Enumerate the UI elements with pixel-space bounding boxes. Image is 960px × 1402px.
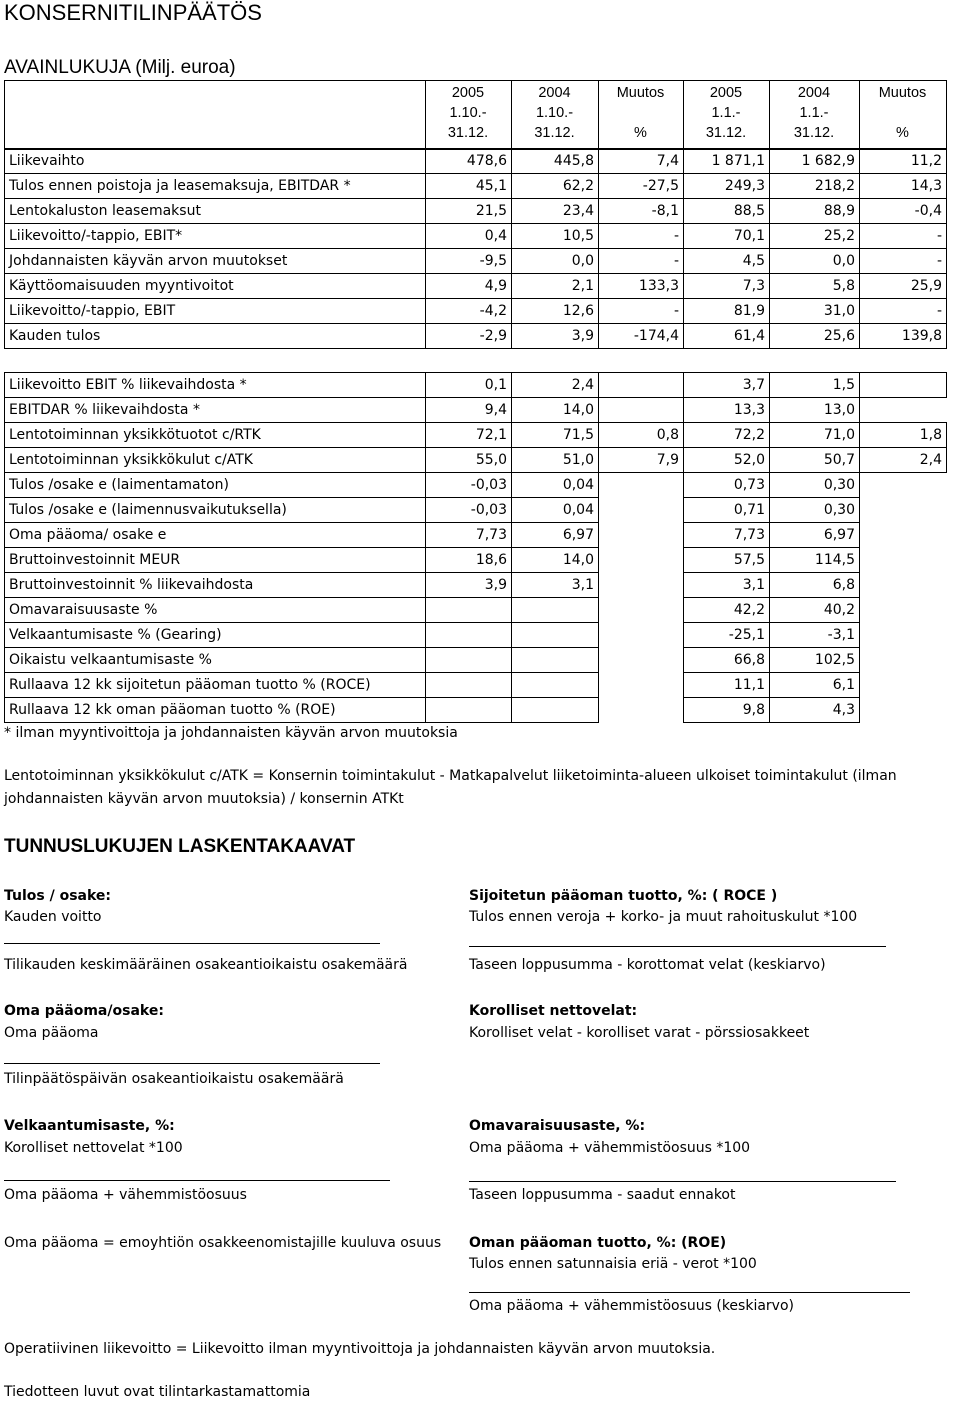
roce-title: Sijoitetun pääoman tuotto, %: ( ROCE ) <box>469 888 778 904</box>
ratios-table <box>4 372 947 723</box>
table-row <box>5 523 947 548</box>
table-cell: 51,0 <box>512 448 599 473</box>
header-col-3: Muutos % <box>616 85 665 141</box>
unaudited-note: Tiedotteen luvut ovat tilintarkastamattomia <box>4 1384 311 1400</box>
roce-numerator: Tulos ennen veroja + korko- ja muut rahoituskulut *100 <box>469 909 858 925</box>
row-label: Liikevoitto/-tappio, EBIT* <box>5 224 426 249</box>
table-cell: 62,2 <box>512 174 599 199</box>
table-cell <box>860 573 947 598</box>
table-cell <box>599 623 684 648</box>
row-label: Käyttöomaisuuden myyntivoitot <box>5 274 426 299</box>
eps-title: Tulos / osake: <box>4 888 112 904</box>
table-cell: 7,73 <box>426 523 512 548</box>
table-cell: 14,3 <box>860 174 947 199</box>
table-cell: 11,2 <box>860 149 947 174</box>
table-cell: - <box>599 299 684 324</box>
table-cell: -4,2 <box>426 299 512 324</box>
table-cell: 0,73 <box>684 473 770 498</box>
table-cell: 4,3 <box>770 698 860 723</box>
table-cell: -0,4 <box>860 199 947 224</box>
header-col-1: 2005 1.10.- 31.12. <box>447 85 489 141</box>
table-cell <box>599 473 684 498</box>
row-label: Liikevaihto <box>5 149 426 174</box>
table-row <box>5 423 947 448</box>
table-row <box>5 324 947 349</box>
table-cell: 25,9 <box>860 274 947 299</box>
roe-title: Oman pääoman tuotto, %: (ROE) <box>469 1235 727 1251</box>
table-row <box>5 598 947 623</box>
table-cell <box>860 548 947 573</box>
row-label: EBITDAR % liikevaihdosta * <box>5 398 426 423</box>
key-figures-table <box>4 148 947 349</box>
table-cell: 478,6 <box>426 149 512 174</box>
table-cell: 13,3 <box>684 398 770 423</box>
table-cell <box>426 623 512 648</box>
table-cell: 1,8 <box>860 423 947 448</box>
header-col-2: 2004 1.10.- 31.12. <box>534 85 575 141</box>
table-cell: 45,1 <box>426 174 512 199</box>
table-cell <box>860 473 947 498</box>
equity-per-share-numerator: Oma pääoma <box>4 1025 99 1041</box>
table-cell: -174,4 <box>599 324 684 349</box>
row-label: Johdannaisten käyvän arvon muutokset <box>5 249 426 274</box>
table-cell: 3,9 <box>426 573 512 598</box>
roe-numerator: Tulos ennen satunnaisia eriä - verot *100 <box>469 1256 757 1272</box>
table-cell: 1 682,9 <box>770 149 860 174</box>
table-cell: 0,71 <box>684 498 770 523</box>
table-cell: 1 871,1 <box>684 149 770 174</box>
table-cell: 0,0 <box>512 249 599 274</box>
table-cell: 0,0 <box>770 249 860 274</box>
page-title: KONSERNITILINPÄÄTÖS <box>4 0 262 25</box>
table-cell: 5,8 <box>770 274 860 299</box>
table-cell: 57,5 <box>684 548 770 573</box>
table-cell: 6,8 <box>770 573 860 598</box>
table-cell <box>860 698 947 723</box>
table-cell: 18,6 <box>426 548 512 573</box>
table-cell: 42,2 <box>684 598 770 623</box>
table-row <box>5 199 947 224</box>
table-cell <box>860 598 947 623</box>
section-title-key-figures: AVAINLUKUJA (Milj. euroa) <box>4 57 236 78</box>
gearing-numerator: Korolliset nettovelat *100 <box>4 1140 183 1156</box>
eps-fraction-line <box>4 943 380 944</box>
table-cell: 139,8 <box>860 324 947 349</box>
table-cell: 12,6 <box>512 299 599 324</box>
equity-per-share-fraction-line <box>4 1063 380 1064</box>
footnote: * ilman myyntivoittoja ja johdannaisten käyvän arvon muutoksia <box>4 725 458 741</box>
table-cell: 3,1 <box>684 573 770 598</box>
equity-definition: Oma pääoma = emoyhtiön osakkeenomistajille kuuluva osuus <box>4 1235 442 1251</box>
table-cell: 25,2 <box>770 224 860 249</box>
table-cell <box>860 673 947 698</box>
table-cell: - <box>860 299 947 324</box>
table-cell: 6,1 <box>770 673 860 698</box>
row-label: Oma pääoma/ osake e <box>5 523 426 548</box>
table-cell: 14,0 <box>512 398 599 423</box>
table-row <box>5 548 947 573</box>
table-cell: -27,5 <box>599 174 684 199</box>
table-cell: 0,30 <box>770 498 860 523</box>
table-cell <box>599 398 684 423</box>
table-cell: - <box>860 224 947 249</box>
equity-ratio-fraction-line <box>469 1181 896 1182</box>
table-cell <box>512 698 599 723</box>
table-cell <box>860 623 947 648</box>
table-cell: 1,5 <box>770 373 860 398</box>
table-cell: 7,3 <box>684 274 770 299</box>
table-cell: -9,5 <box>426 249 512 274</box>
table-cell: 7,9 <box>599 448 684 473</box>
table-cell <box>599 498 684 523</box>
table-cell <box>599 598 684 623</box>
table-cell: 31,0 <box>770 299 860 324</box>
table-cell: 4,9 <box>426 274 512 299</box>
table-cell <box>426 648 512 673</box>
table-cell <box>599 648 684 673</box>
row-label: Omavaraisuusaste % <box>5 598 426 623</box>
table-cell <box>426 673 512 698</box>
table-row <box>5 673 947 698</box>
table-cell: 0,04 <box>512 498 599 523</box>
gearing-fraction-line <box>4 1180 390 1181</box>
table-cell: - <box>599 224 684 249</box>
row-label: Lentotoiminnan yksikkökulut c/ATK <box>5 448 426 473</box>
table-row <box>5 398 947 423</box>
table-cell <box>599 573 684 598</box>
row-label: Velkaantumisaste % (Gearing) <box>5 623 426 648</box>
table-cell <box>860 498 947 523</box>
row-label: Tulos /osake e (laimentamaton) <box>5 473 426 498</box>
table-cell: 71,5 <box>512 423 599 448</box>
table-cell: 4,5 <box>684 249 770 274</box>
row-label: Oikaistu velkaantumisaste % <box>5 648 426 673</box>
eps-numerator: Kauden voitto <box>4 909 102 925</box>
table-cell: 0,30 <box>770 473 860 498</box>
table-cell: 0,04 <box>512 473 599 498</box>
table-row <box>5 448 947 473</box>
roe-fraction-line <box>469 1292 910 1293</box>
table-cell: 66,8 <box>684 648 770 673</box>
row-label: Rullaava 12 kk sijoitetun pääoman tuotto % (ROCE) <box>5 673 426 698</box>
table-cell: 11,1 <box>684 673 770 698</box>
row-label: Tulos ennen poistoja ja leasemaksuja, EBITDAR * <box>5 174 426 199</box>
row-label: Liikevoitto/-tappio, EBIT <box>5 299 426 324</box>
equity-ratio-title: Omavaraisuusaste, %: <box>469 1118 646 1134</box>
table-cell: 218,2 <box>770 174 860 199</box>
equity-per-share-title: Oma pääoma/osake: <box>4 1003 164 1019</box>
table-cell: 25,6 <box>770 324 860 349</box>
table-cell: -3,1 <box>770 623 860 648</box>
table-cell: -0,03 <box>426 473 512 498</box>
table-cell: 0,8 <box>599 423 684 448</box>
table-row <box>5 623 947 648</box>
table-cell: 133,3 <box>599 274 684 299</box>
table-cell: -2,9 <box>426 324 512 349</box>
table-cell: 14,0 <box>512 548 599 573</box>
roce-fraction-line <box>469 946 886 947</box>
table-cell <box>512 648 599 673</box>
unit-cost-note-line-2: johdannaisten käyvän arvon muutoksia) / konsernin ATKt <box>4 791 404 807</box>
table-cell: 2,4 <box>860 448 947 473</box>
table-cell <box>599 373 684 398</box>
table-cell: 55,0 <box>426 448 512 473</box>
table-row <box>5 698 947 723</box>
roe-denominator: Oma pääoma + vähemmistöosuus (keskiarvo) <box>469 1298 794 1314</box>
table-row <box>5 373 947 398</box>
gearing-title: Velkaantumisaste, %: <box>4 1118 175 1134</box>
net-debt-definition: Korolliset velat - korolliset varat - pörssiosakkeet <box>469 1025 810 1041</box>
table-cell <box>512 673 599 698</box>
header-col-4: 2005 1.1.- 31.12. <box>705 85 747 141</box>
table-cell: 7,4 <box>599 149 684 174</box>
net-debt-title: Korolliset nettovelat: <box>469 1003 638 1019</box>
table-cell: - <box>860 249 947 274</box>
table-cell: -25,1 <box>684 623 770 648</box>
row-label: Bruttoinvestoinnit % liikevaihdosta <box>5 573 426 598</box>
table-cell <box>599 673 684 698</box>
table-cell: 3,9 <box>512 324 599 349</box>
table-cell: 249,3 <box>684 174 770 199</box>
table-row <box>5 648 947 673</box>
table-cell: 70,1 <box>684 224 770 249</box>
table-cell: 114,5 <box>770 548 860 573</box>
table-cell: 23,4 <box>512 199 599 224</box>
table-cell: 10,5 <box>512 224 599 249</box>
table-row <box>5 498 947 523</box>
equity-per-share-denominator: Tilinpäätöspäivän osakeantioikaistu osakemäärä <box>4 1071 344 1087</box>
eps-denominator: Tilikauden keskimääräinen osakeantioikaistu osakemäärä <box>4 957 408 973</box>
table-cell: 61,4 <box>684 324 770 349</box>
table-cell <box>512 598 599 623</box>
table-row <box>5 249 947 274</box>
roce-denominator: Taseen loppusumma - korottomat velat (keskiarvo) <box>469 957 826 973</box>
table-cell: 2,4 <box>512 373 599 398</box>
row-label: Kauden tulos <box>5 324 426 349</box>
unit-cost-note-line-1: Lentotoiminnan yksikkökulut c/ATK = Konsernin toimintakulut - Matkapalvelut liiketoiminta-alueen ulkoiset toimintakulut (ilman <box>4 768 897 784</box>
table-row <box>5 174 947 199</box>
table-cell: 102,5 <box>770 648 860 673</box>
header-label-cell <box>5 81 426 150</box>
table-cell: 71,0 <box>770 423 860 448</box>
table-row <box>5 299 947 324</box>
table-row <box>5 473 947 498</box>
table-cell <box>860 523 947 548</box>
row-label: Tulos /osake e (laimennusvaikutuksella) <box>5 498 426 523</box>
table-cell: 88,5 <box>684 199 770 224</box>
table-cell <box>426 598 512 623</box>
row-label: Rullaava 12 kk oman pääoman tuotto % (ROE) <box>5 698 426 723</box>
table-cell: 3,7 <box>684 373 770 398</box>
table-cell: 81,9 <box>684 299 770 324</box>
formulas-title: TUNNUSLUKUJEN LASKENTAKAAVAT <box>4 836 356 857</box>
table-cell <box>426 698 512 723</box>
table-row <box>5 274 947 299</box>
row-label: Lentokaluston leasemaksut <box>5 199 426 224</box>
row-label: Lentotoiminnan yksikkötuotot c/RTK <box>5 423 426 448</box>
table-cell: 445,8 <box>512 149 599 174</box>
table-row <box>5 224 947 249</box>
table-row <box>5 573 947 598</box>
table-cell: 88,9 <box>770 199 860 224</box>
table-cell: 3,1 <box>512 573 599 598</box>
table-cell: 7,73 <box>684 523 770 548</box>
table-cell: 50,7 <box>770 448 860 473</box>
table-cell <box>860 373 947 398</box>
table-cell <box>860 648 947 673</box>
operating-profit-note: Operatiivinen liikevoitto = Liikevoitto ilman myyntivoittoja ja johdannaisten käyvän arvon muutoksia. <box>4 1341 716 1357</box>
table-cell: 0,1 <box>426 373 512 398</box>
table-cell: 72,2 <box>684 423 770 448</box>
table-cell: 6,97 <box>770 523 860 548</box>
row-label: Bruttoinvestoinnit MEUR <box>5 548 426 573</box>
row-label: Liikevoitto EBIT % liikevaihdosta * <box>5 373 426 398</box>
equity-ratio-numerator: Oma pääoma + vähemmistöosuus *100 <box>469 1140 751 1156</box>
table-cell <box>599 523 684 548</box>
table-cell: 9,4 <box>426 398 512 423</box>
table-cell <box>860 398 947 423</box>
header-col-6: Muutos % <box>878 85 927 141</box>
table-cell <box>599 548 684 573</box>
table-cell: 52,0 <box>684 448 770 473</box>
table-cell: 72,1 <box>426 423 512 448</box>
equity-ratio-denominator: Taseen loppusumma - saadut ennakot <box>469 1187 736 1203</box>
header-col-5: 2004 1.1.- 31.12. <box>793 85 835 141</box>
table-cell: 21,5 <box>426 199 512 224</box>
table-cell: 6,97 <box>512 523 599 548</box>
table-cell <box>512 623 599 648</box>
table-cell: 9,8 <box>684 698 770 723</box>
table-cell: - <box>599 249 684 274</box>
table-cell: -8,1 <box>599 199 684 224</box>
table-cell: 13,0 <box>770 398 860 423</box>
table-cell: 40,2 <box>770 598 860 623</box>
table-cell <box>599 698 684 723</box>
table-cell: 2,1 <box>512 274 599 299</box>
table-cell: -0,03 <box>426 498 512 523</box>
gearing-denominator: Oma pääoma + vähemmistöosuus <box>4 1187 247 1203</box>
table-cell: 0,4 <box>426 224 512 249</box>
table-row <box>5 149 947 174</box>
